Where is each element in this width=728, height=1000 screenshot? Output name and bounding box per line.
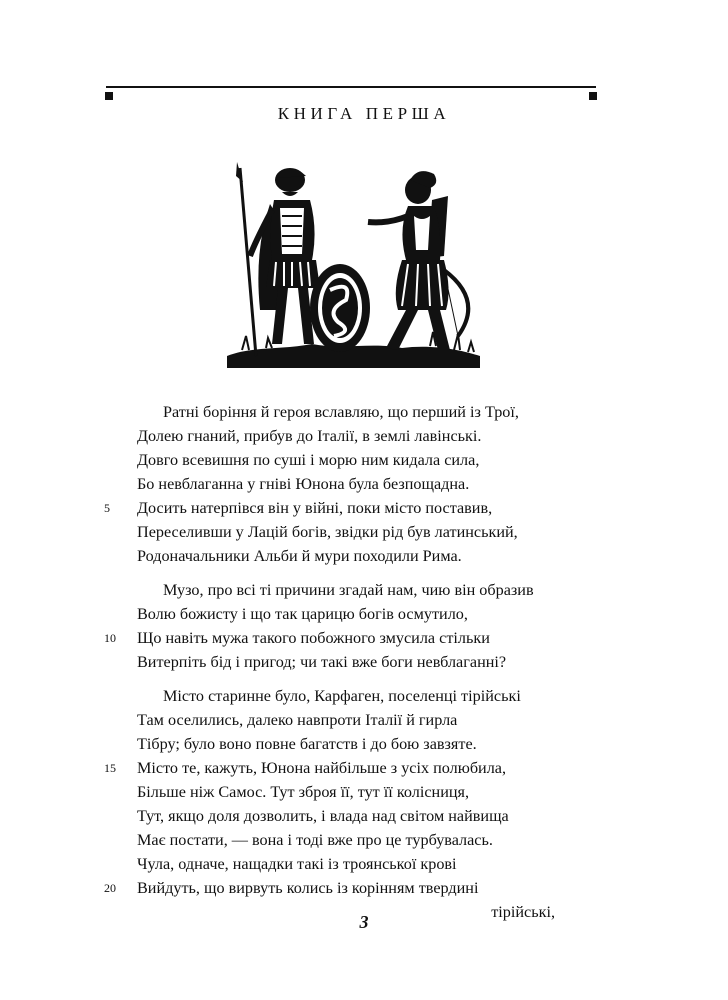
- verse-line: Місто старинне було, Карфаген, поселенці тірійські: [163, 687, 521, 705]
- warrior-and-goddess-illustration: [222, 160, 484, 370]
- stanza: [0, 400, 728, 568]
- line-number: 15: [104, 761, 116, 775]
- header-rule: [106, 86, 596, 88]
- book-title: КНИГА ПЕРША: [277, 104, 451, 123]
- line-number: 20: [104, 881, 116, 895]
- verse-line: Місто те, кажуть, Юнона найбільше з усіх полюбила, 15: [0, 756, 728, 780]
- verse-line: Чула, одначе, нащадки такі із троянської крові: [137, 855, 457, 873]
- stanza: [0, 684, 728, 924]
- verse-line: Витерпіть бід і пригод; чи такі вже боги невблаганні?: [137, 653, 507, 671]
- line-number: 10: [104, 631, 116, 645]
- stanza: [0, 578, 728, 674]
- poem-text: [0, 400, 728, 934]
- verse-line: Більше ніж Самос. Тут зброя її, тут її колісниця,: [137, 783, 470, 801]
- verse-line: Досить натерпівся він у війні, поки місто поставив, 5: [0, 496, 728, 520]
- verse-line: Довго всевишня по суші і морю ним кидала сила,: [137, 451, 480, 469]
- header-left-square-ornament: [105, 92, 113, 100]
- line-number: 5: [104, 501, 110, 515]
- verse-line: Родоначальники Альби й мури походили Рима.: [137, 547, 462, 565]
- verse-line: Волю божисту і що так царицю богів осмутило,: [137, 605, 468, 623]
- page-number: 3: [359, 912, 369, 932]
- verse-line: Переселивши у Лацій богів, звідки рід був латинський,: [137, 523, 518, 541]
- verse-line: Що навіть мужа такого побожного змусила стільки 10: [0, 626, 728, 650]
- verse-line: Долею гнаний, прибув до Італії, в землі лавінські.: [137, 427, 482, 445]
- verse-line: Має постати, — вона і тоді вже про це турбувалась.: [137, 831, 493, 849]
- verse-line: Там оселились, далеко навпроти Італії й гирла: [137, 711, 458, 729]
- verse-line: Тібру; було воно повне багатств і до бою завзяте.: [137, 735, 477, 753]
- verse-line: Ратні боріння й героя вславляю, що перший із Трої,: [163, 403, 519, 421]
- verse-line: Музо, про всі ті причини згадай нам, чию він образив: [163, 581, 534, 599]
- header-right-square-ornament: [589, 92, 597, 100]
- verse-line: Тут, якщо доля дозволить, і влада над світом найвища: [137, 807, 509, 825]
- verse-line-continuation: тірійські,: [491, 903, 555, 921]
- verse-line: Вийдуть, що вирвуть колись із корінням твердині 20: [0, 876, 728, 900]
- verse-line: Бо невблаганна у гніві Юнона була безпощадна.: [137, 475, 470, 493]
